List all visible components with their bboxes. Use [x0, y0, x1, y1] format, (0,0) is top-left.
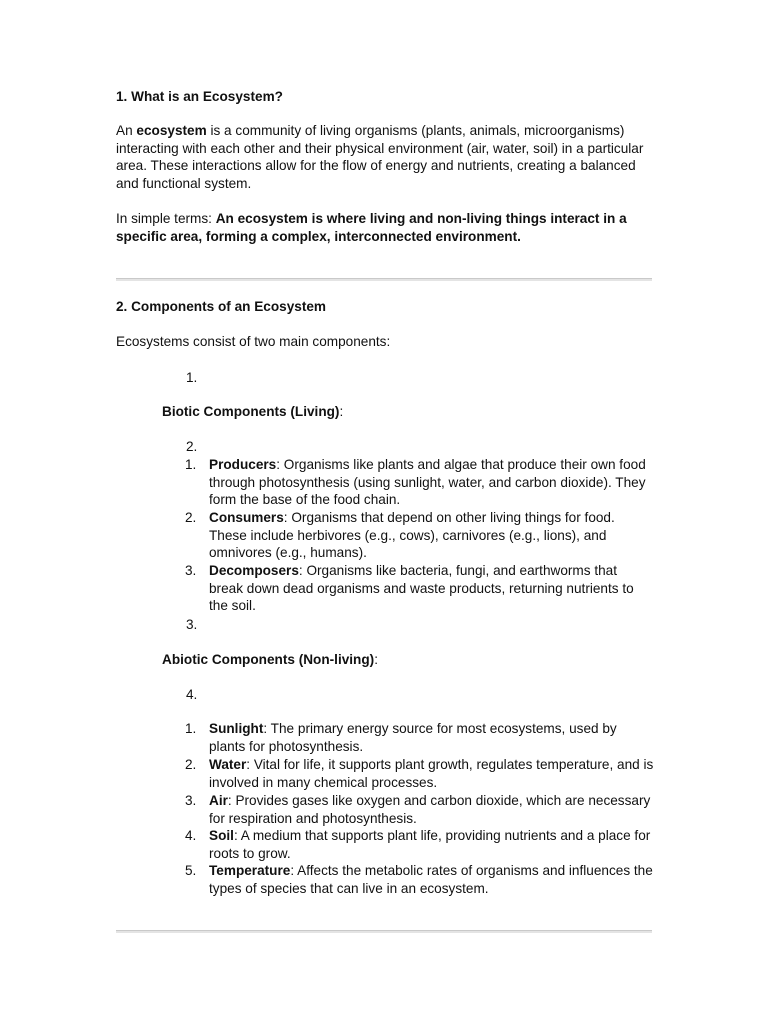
list-item-text: : Organisms that depend on other living things for food. These include herbivores (e.g., cows), carnivores (e.g., lions), and omnivores (e.g., humans). [209, 510, 615, 561]
list-number: 1. [185, 721, 197, 736]
list-item-text: : A medium that supports plant life, providing nutrients and a place for roots to grow. [209, 828, 651, 861]
abiotic-heading-text: Abiotic Components (Non-living) [162, 652, 375, 667]
simple-terms-prefix: In simple terms: [116, 211, 216, 226]
components-intro: Ecosystems consist of two main components: [116, 334, 391, 349]
list-item-term: Consumers [209, 510, 284, 525]
list-item-term: Water [209, 757, 247, 772]
list-item-body [209, 827, 654, 862]
list-number: 4. [185, 828, 197, 843]
list-item-text: : Affects the metabolic rates of organisms and influences the types of species that can live in an ecosystem. [209, 863, 653, 896]
simple-terms-statement: An ecosystem is where living and non-living things interact in a specific area, forming a complex, interconnected environment. [116, 211, 627, 244]
list-item-body [209, 720, 654, 755]
list-item-term: Sunlight [209, 721, 264, 736]
biotic-heading [162, 403, 343, 421]
list-item-body [209, 756, 654, 791]
list-number: 1. [185, 457, 197, 472]
simple-terms-paragraph [116, 210, 646, 245]
list-item-term: Temperature [209, 863, 291, 878]
list-marker-4: 4. [186, 687, 198, 702]
section-1-heading: 1. What is an Ecosystem? [116, 89, 283, 104]
abiotic-heading [162, 651, 378, 669]
list-number: 5. [185, 863, 197, 878]
list-item-text: : Provides gases like oxygen and carbon dioxide, which are necessary for respiration and photosynthesis. [209, 793, 651, 826]
list-item-body [209, 509, 654, 562]
list-number: 3. [185, 563, 197, 578]
definition-term: ecosystem [136, 123, 207, 138]
list-item-text: : The primary energy source for most ecosystems, used by plants for photosynthesis. [209, 721, 617, 754]
abiotic-heading-colon: : [374, 652, 378, 667]
list-item-text: : Organisms like plants and algae that produce their own food through photosynthesis (using sunlight, water, and carbon dioxide). They form the base of the food chain. [209, 457, 646, 508]
definition-text: is a community of living organisms (plants, animals, microorganisms) interacting with each other and their physical environment (air, water, soil) in a particular area. These interactions allow for the flow of energy and nutrients, creating a balanced and functional system. [116, 123, 644, 192]
ecosystem-definition-paragraph [116, 122, 646, 193]
list-item-term: Producers [209, 457, 277, 472]
list-item-term: Soil [209, 828, 234, 843]
biotic-heading-colon: : [339, 404, 344, 419]
list-marker-1: 1. [186, 370, 198, 385]
horizontal-divider-2 [116, 930, 652, 933]
list-marker-3: 3. [186, 617, 198, 632]
section-2-heading: 2. Components of an Ecosystem [116, 299, 326, 314]
list-item-body [209, 862, 654, 897]
list-number: 2. [185, 510, 197, 525]
list-item-body [209, 456, 654, 509]
definition-prefix: An [116, 123, 137, 138]
list-marker-2: 2. [186, 439, 198, 454]
list-number: 2. [185, 757, 197, 772]
horizontal-divider-1 [116, 278, 652, 281]
biotic-heading-text: Biotic Components (Living) [162, 404, 340, 419]
list-item-text: : Vital for life, it supports plant growth, regulates temperature, and is involved in many chemical processes. [209, 757, 654, 790]
list-item-text: : Organisms like bacteria, fungi, and earthworms that break down dead organisms and waste products, returning nutrients to the soil. [209, 563, 634, 614]
list-item-body [209, 562, 654, 615]
list-item-term: Decomposers [209, 563, 299, 578]
list-item-term: Air [209, 793, 228, 808]
list-number: 3. [185, 793, 197, 808]
list-item-body [209, 792, 654, 827]
